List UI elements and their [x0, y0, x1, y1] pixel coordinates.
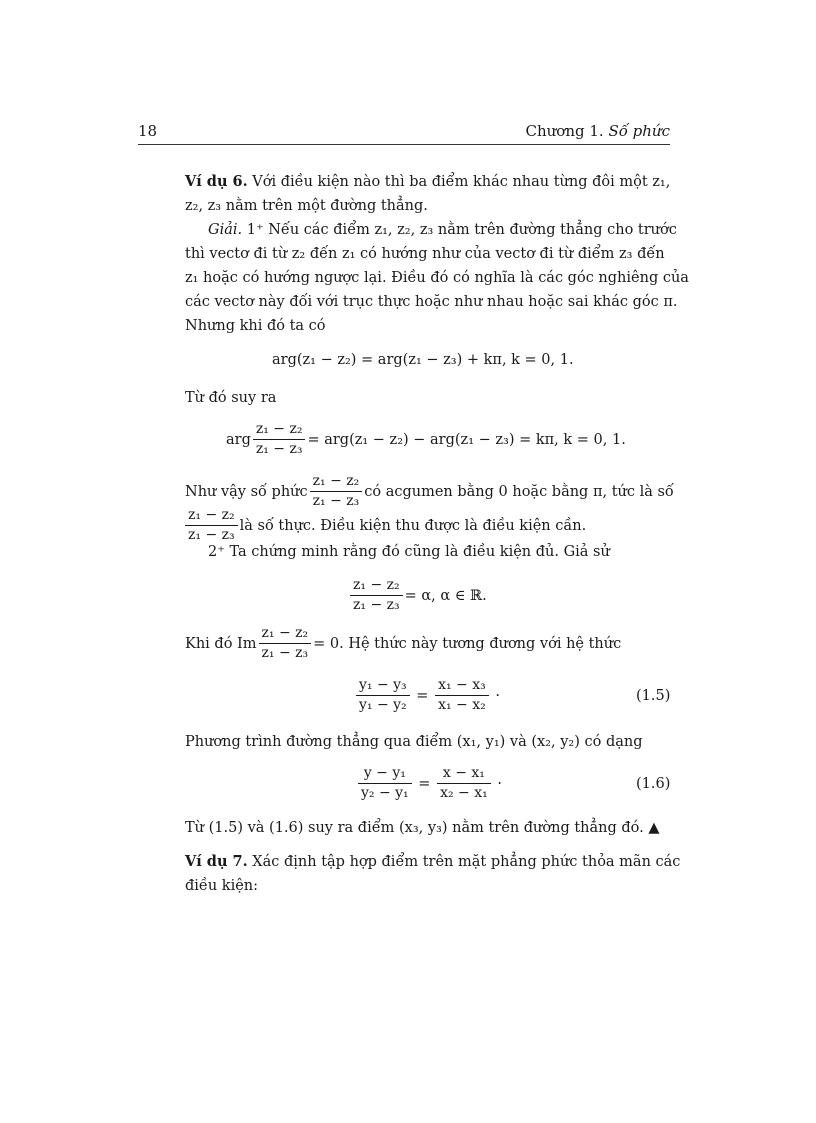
example7-label: Ví dụ 7. — [185, 853, 248, 870]
thus-line2: $\frac{\text{z₁ − z₂}}{\text{z₁ − z₃}}$ là số thực. Điều kiện thu được là điều kiện cần. — [183, 506, 586, 545]
conclusion-line: Từ (1.5) và (1.6) suy ra điểm (x₃, y₃) nằm trên đường thẳng đó. ▲ — [185, 820, 660, 836]
equation-arg-1: arg(z₁ − z₂) = arg(z₁ − z₃) + kπ, k = 0, 1. — [272, 352, 574, 368]
example6-question-line1: Ví dụ 6. Với điều kiện nào thì ba điểm khác nhau từng đôi một z₁, — [185, 173, 671, 190]
then-line: Khi đó Im $\frac{\text{z₁ − z₂}}{\text{z₁ − z₃}}$ = 0. Hệ thức này tương đương với hệ thức — [185, 625, 622, 661]
equation-number-1-6: (1.6) — [636, 776, 671, 792]
fraction-x: $\frac{\text{x₁ − x₃}}{\text{x₁ − x₂}}$ — [435, 676, 489, 715]
solution-line5: Nhưng khi đó ta có — [185, 318, 326, 334]
page-header — [138, 122, 670, 145]
fraction-z: $\frac{\text{z₁ − z₂}}{\text{z₁ − z₃}}$ — [253, 420, 306, 459]
equation-number-1-5: (1.5) — [636, 688, 671, 704]
part2-line: 2⁺ Ta chứng minh rằng đó cũng là điều kiện đủ. Giả sử — [208, 544, 610, 560]
solution-label: Giải. — [208, 222, 243, 238]
solution-line2: thì vectơ đi từ z₂ đến z₁ có hướng như của vectơ đi từ điểm z₃ đến — [185, 246, 665, 262]
line-equation-text: Phương trình đường thẳng qua điểm (x₁, y₁) và (x₂, y₂) có dạng — [185, 734, 643, 750]
example6-question-line2: z₂, z₃ nằm trên một đường thẳng. — [185, 198, 428, 214]
from-that-text: Từ đó suy ra — [185, 390, 277, 406]
example6-label: Ví dụ 6. — [185, 173, 248, 190]
example7-line2: điều kiện: — [185, 878, 259, 894]
solution-line1: Giải. 1⁺ Nếu các điểm z₁, z₂, z₃ nằm trên đường thẳng cho trước — [208, 222, 677, 238]
fraction-x: $\frac{\text{x − x₁}}{\text{x₂ − x₁}}$ — [437, 764, 491, 803]
equation-1-6: $\frac{\text{y − y₁}}{\text{y₂ − y₁}}$ = $\frac{\text{x − x₁}}{\text{x₂ − x₁}}$ · — [356, 764, 502, 803]
fraction-z: $\frac{\text{z₁ − z₂}}{\text{z₁ − z₃}}$ — [185, 506, 238, 545]
example7-line1: Ví dụ 7. Xác định tập hợp điểm trên mặt phẳng phức thỏa mãn các — [185, 853, 681, 870]
fraction-y: $\frac{\text{y − y₁}}{\text{y₂ − y₁}}$ — [358, 764, 412, 803]
fraction-z: $\frac{\text{z₁ − z₂}}{\text{z₁ − z₃}}$ — [310, 472, 363, 511]
fraction-z: $\frac{\text{z₁ − z₂}}{\text{z₁ − z₃}}$ — [259, 624, 312, 663]
solution-line4: các vectơ này đối với trục thực hoặc như nhau hoặc sai khác góc π. — [185, 294, 678, 310]
thus-line1: Như vậy số phức $\frac{\text{z₁ − z₂}}{\text{z₁ − z₃}}$ có acgumen bằng 0 hoặc bằng π, tức là số — [185, 473, 674, 509]
equation-alpha: $\frac{\text{z₁ − z₂}}{\text{z₁ − z₃}}$ = α, α ∈ ℝ. — [348, 576, 487, 615]
equation-arg-2: arg $\frac{\text{z₁ − z₂}}{\text{z₁ − z₃}}$ = arg(z₁ − z₂) − arg(z₁ − z₃) = kπ, k = 0, 1. — [226, 421, 626, 457]
fraction-z: $\frac{\text{z₁ − z₂}}{\text{z₁ − z₃}}$ — [350, 576, 403, 615]
fraction-y: $\frac{\text{y₁ − y₃}}{\text{y₁ − y₂}}$ — [356, 676, 410, 715]
solution-line3: z₁ hoặc có hướng ngược lại. Điều đó có nghĩa là các góc nghiêng của — [185, 270, 689, 286]
page-number: 18 — [138, 122, 158, 140]
chapter-title: Chương 1. Số phức — [525, 122, 670, 140]
equation-1-5: $\frac{\text{y₁ − y₃}}{\text{y₁ − y₂}}$ = $\frac{\text{x₁ − x₃}}{\text{x₁ − x₂}}$ · — [354, 676, 500, 715]
